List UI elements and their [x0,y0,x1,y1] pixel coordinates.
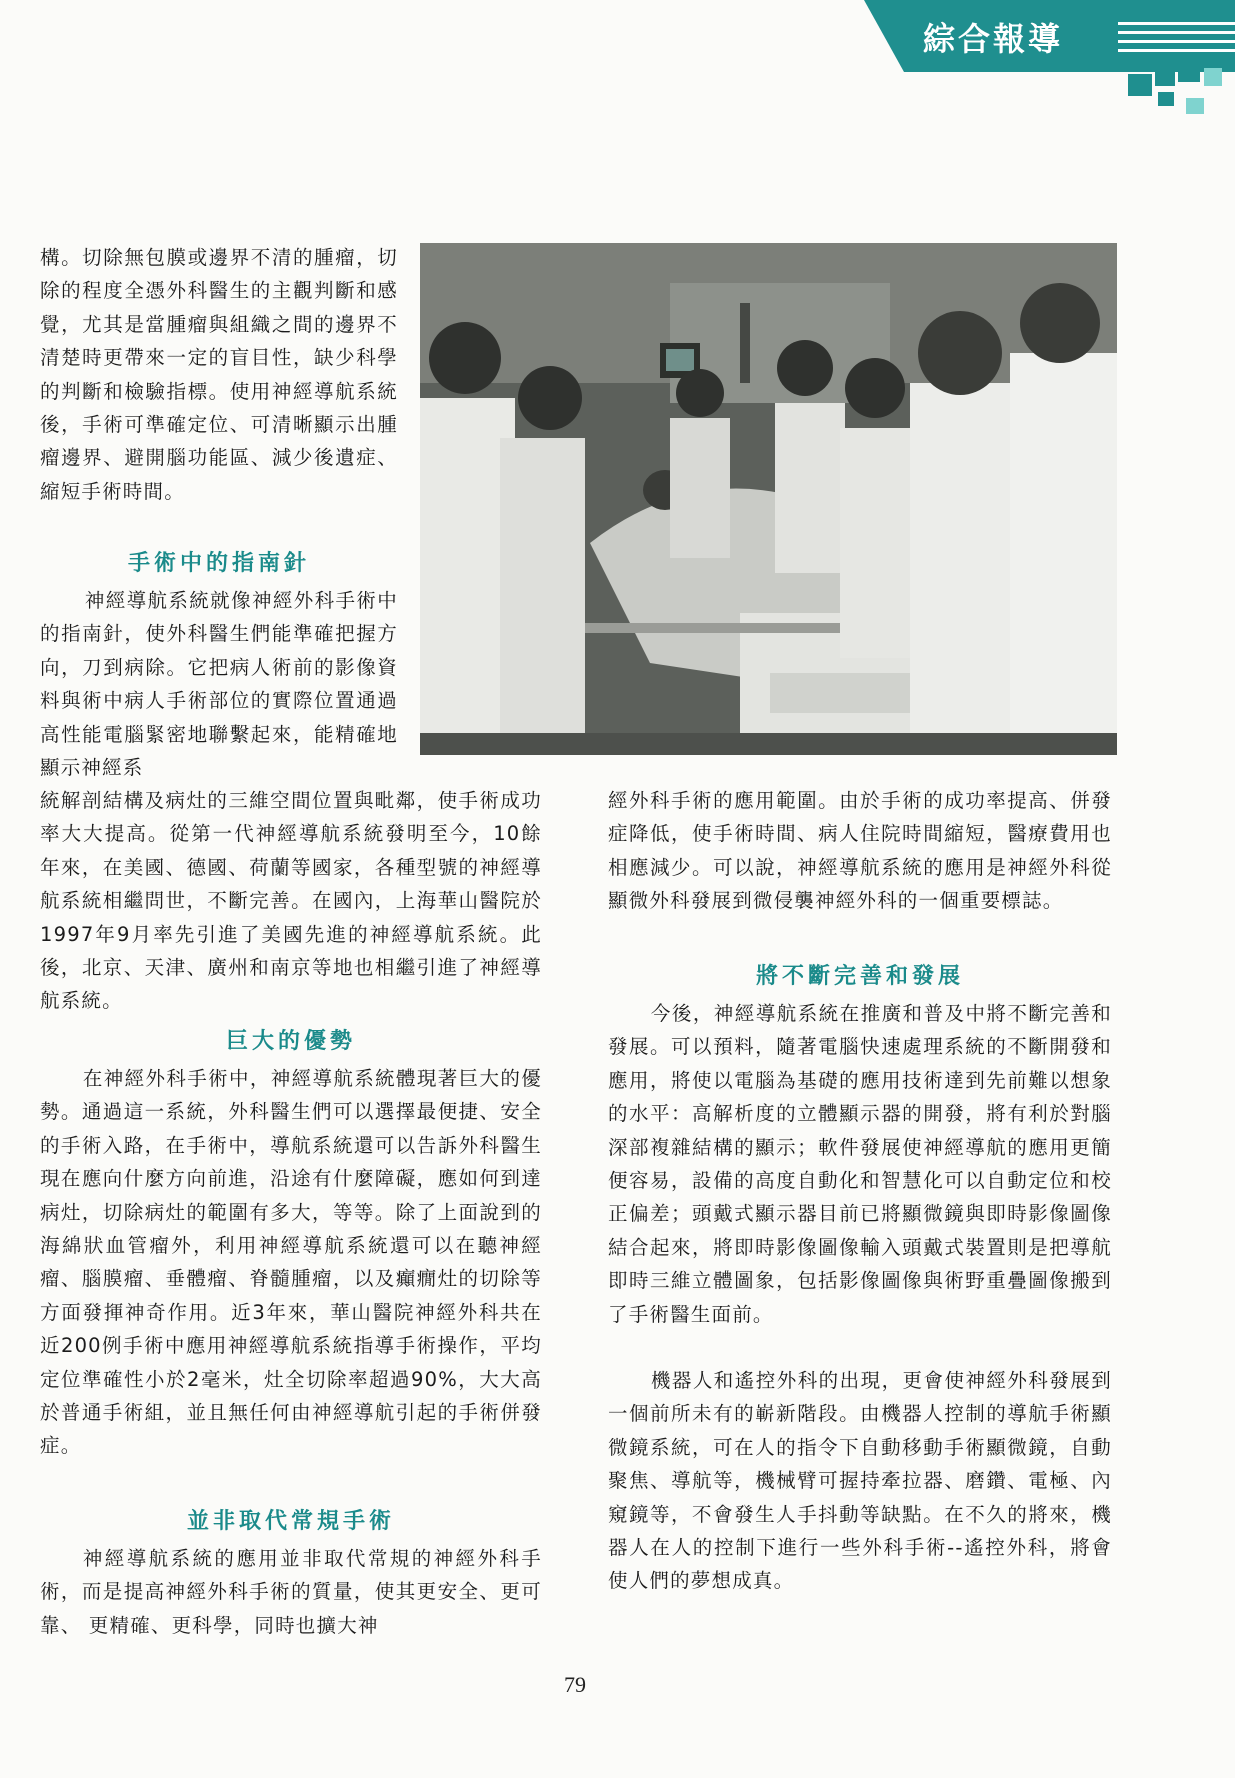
body-paragraph: 神經導航系統就像神經外科手術中的指南針，使外科醫生們能準確把握方向，刀到病除。它把病人術前的影像資料與術中病人手術部位的實際位置通過高性能電腦緊密地聯繫起來，能精確地顯示神經系 [40,589,398,780]
body-paragraph: 構。切除無包膜或邊界不清的腫瘤，切除的程度全憑外科醫生的主觀判斷和感覺，尤其是當腫瘤與組織之間的邊界不清楚時更帶來一定的盲目性，缺少科學的判斷和檢驗指標。使用神經導航系統後，手術可準確定位、可清晰顯示出腫瘤邊界、避開腦功能區、減少後遺症、縮短手術時間。 [40,246,398,503]
body-paragraph: 神經導航系統的應用並非取代常規的神經外科手術，而是提高神經外科手術的質量，使其更安全、更可靠、 更精確、更科學，同時也擴大神 [40,1547,542,1637]
body-paragraph: 在神經外科手術中，神經導航系統體現著巨大的優勢。通過這一系統，外科醫生們可以選擇最便捷、安全的手術入路，在手術中，導航系統還可以告訴外科醫生現在應向什麼方向前進，沿途有什麼障礙，應如何到達病灶，切除病灶的範圍有多大，等等。除了上面說到的海綿狀血管瘤外，利用神經導航系統還可以在聽神經瘤、腦膜瘤、垂體瘤、脊髓腫瘤，以及癲癇灶的切除等方面發揮神奇作用。近3年來，華山醫院神經外科共在近200例手術中應用神經導航系統指導手術操作，平均定位準確性小於2毫米，灶全切除率超過90%，大大高於普通手術組，並且無任何由神經導航引起的手術併發症。 [40,1067,542,1458]
surgery-team-photo [420,243,1117,755]
body-paragraph: 經外科手術的應用範圍。由於手術的成功率提高、併發症降低，使手術時間、病人住院時間縮短，醫療費用也相應減少。可以說，神經導航系統的應用是神經外科從顯微外科發展到微侵襲神經外科的一個重要標誌。 [608,789,1112,913]
header-decor-lines [1118,22,1235,58]
body-paragraph: 今後，神經導航系統在推廣和普及中將不斷完善和發展。可以預料，隨著電腦快速處理系統的不斷開發和應用，將使以電腦為基礎的應用技術達到先前難以想象的水平：高解析度的立體顯示器的開發，將有利於對腦深部複雜結構的顯示；軟件發展使神經導航的應用更簡便容易，設備的高度自動化和智慧化可以自動定位和校正偏差；頭戴式顯示器目前已將顯微鏡與即時影像圖像結合起來，將即時影像圖像輸入頭戴式裝置則是把導航即時三維立體圖象，包括影像圖像與術野重疊圖像搬到了手術醫生面前。 [608,1002,1112,1326]
body-paragraph: 機器人和遙控外科的出現，更會使神經外科發展到一個前所未有的嶄新階段。由機器人控制的導航手術顯微鏡系統，可在人的指令下自動移動手術顯微鏡，自動聚焦、導航等，機械臂可握持牽拉器、磨鑽、電極、內窺鏡等，不會發生人手抖動等缺點。在不久的將來，機器人在人的控制下進行一些外科手術--遙控外科，將會使人們的夢想成真。 [608,1369,1112,1593]
section-title: 綜合報導 [923,20,1064,58]
section-heading: 將不斷完善和發展 [755,963,964,989]
section-heading: 並非取代常規手術 [186,1508,395,1534]
body-paragraph: 統解剖結構及病灶的三維空間位置與毗鄰，使手術成功率大大提高。從第一代神經導航系統發明至今，10餘年來，在美國、德國、荷蘭等國家，各種型號的神經導航系統相繼問世，不斷完善。在國內，上海華山醫院於1997年9月率先引進了美國先進的神經導航系統。此後，北京、天津、廣州和南京等地也相繼引進了神經導航系統。 [40,789,542,1013]
page-number: 79 [564,1672,586,1697]
section-heading: 手術中的指南針 [127,550,310,576]
section-heading: 巨大的優勢 [225,1028,356,1054]
